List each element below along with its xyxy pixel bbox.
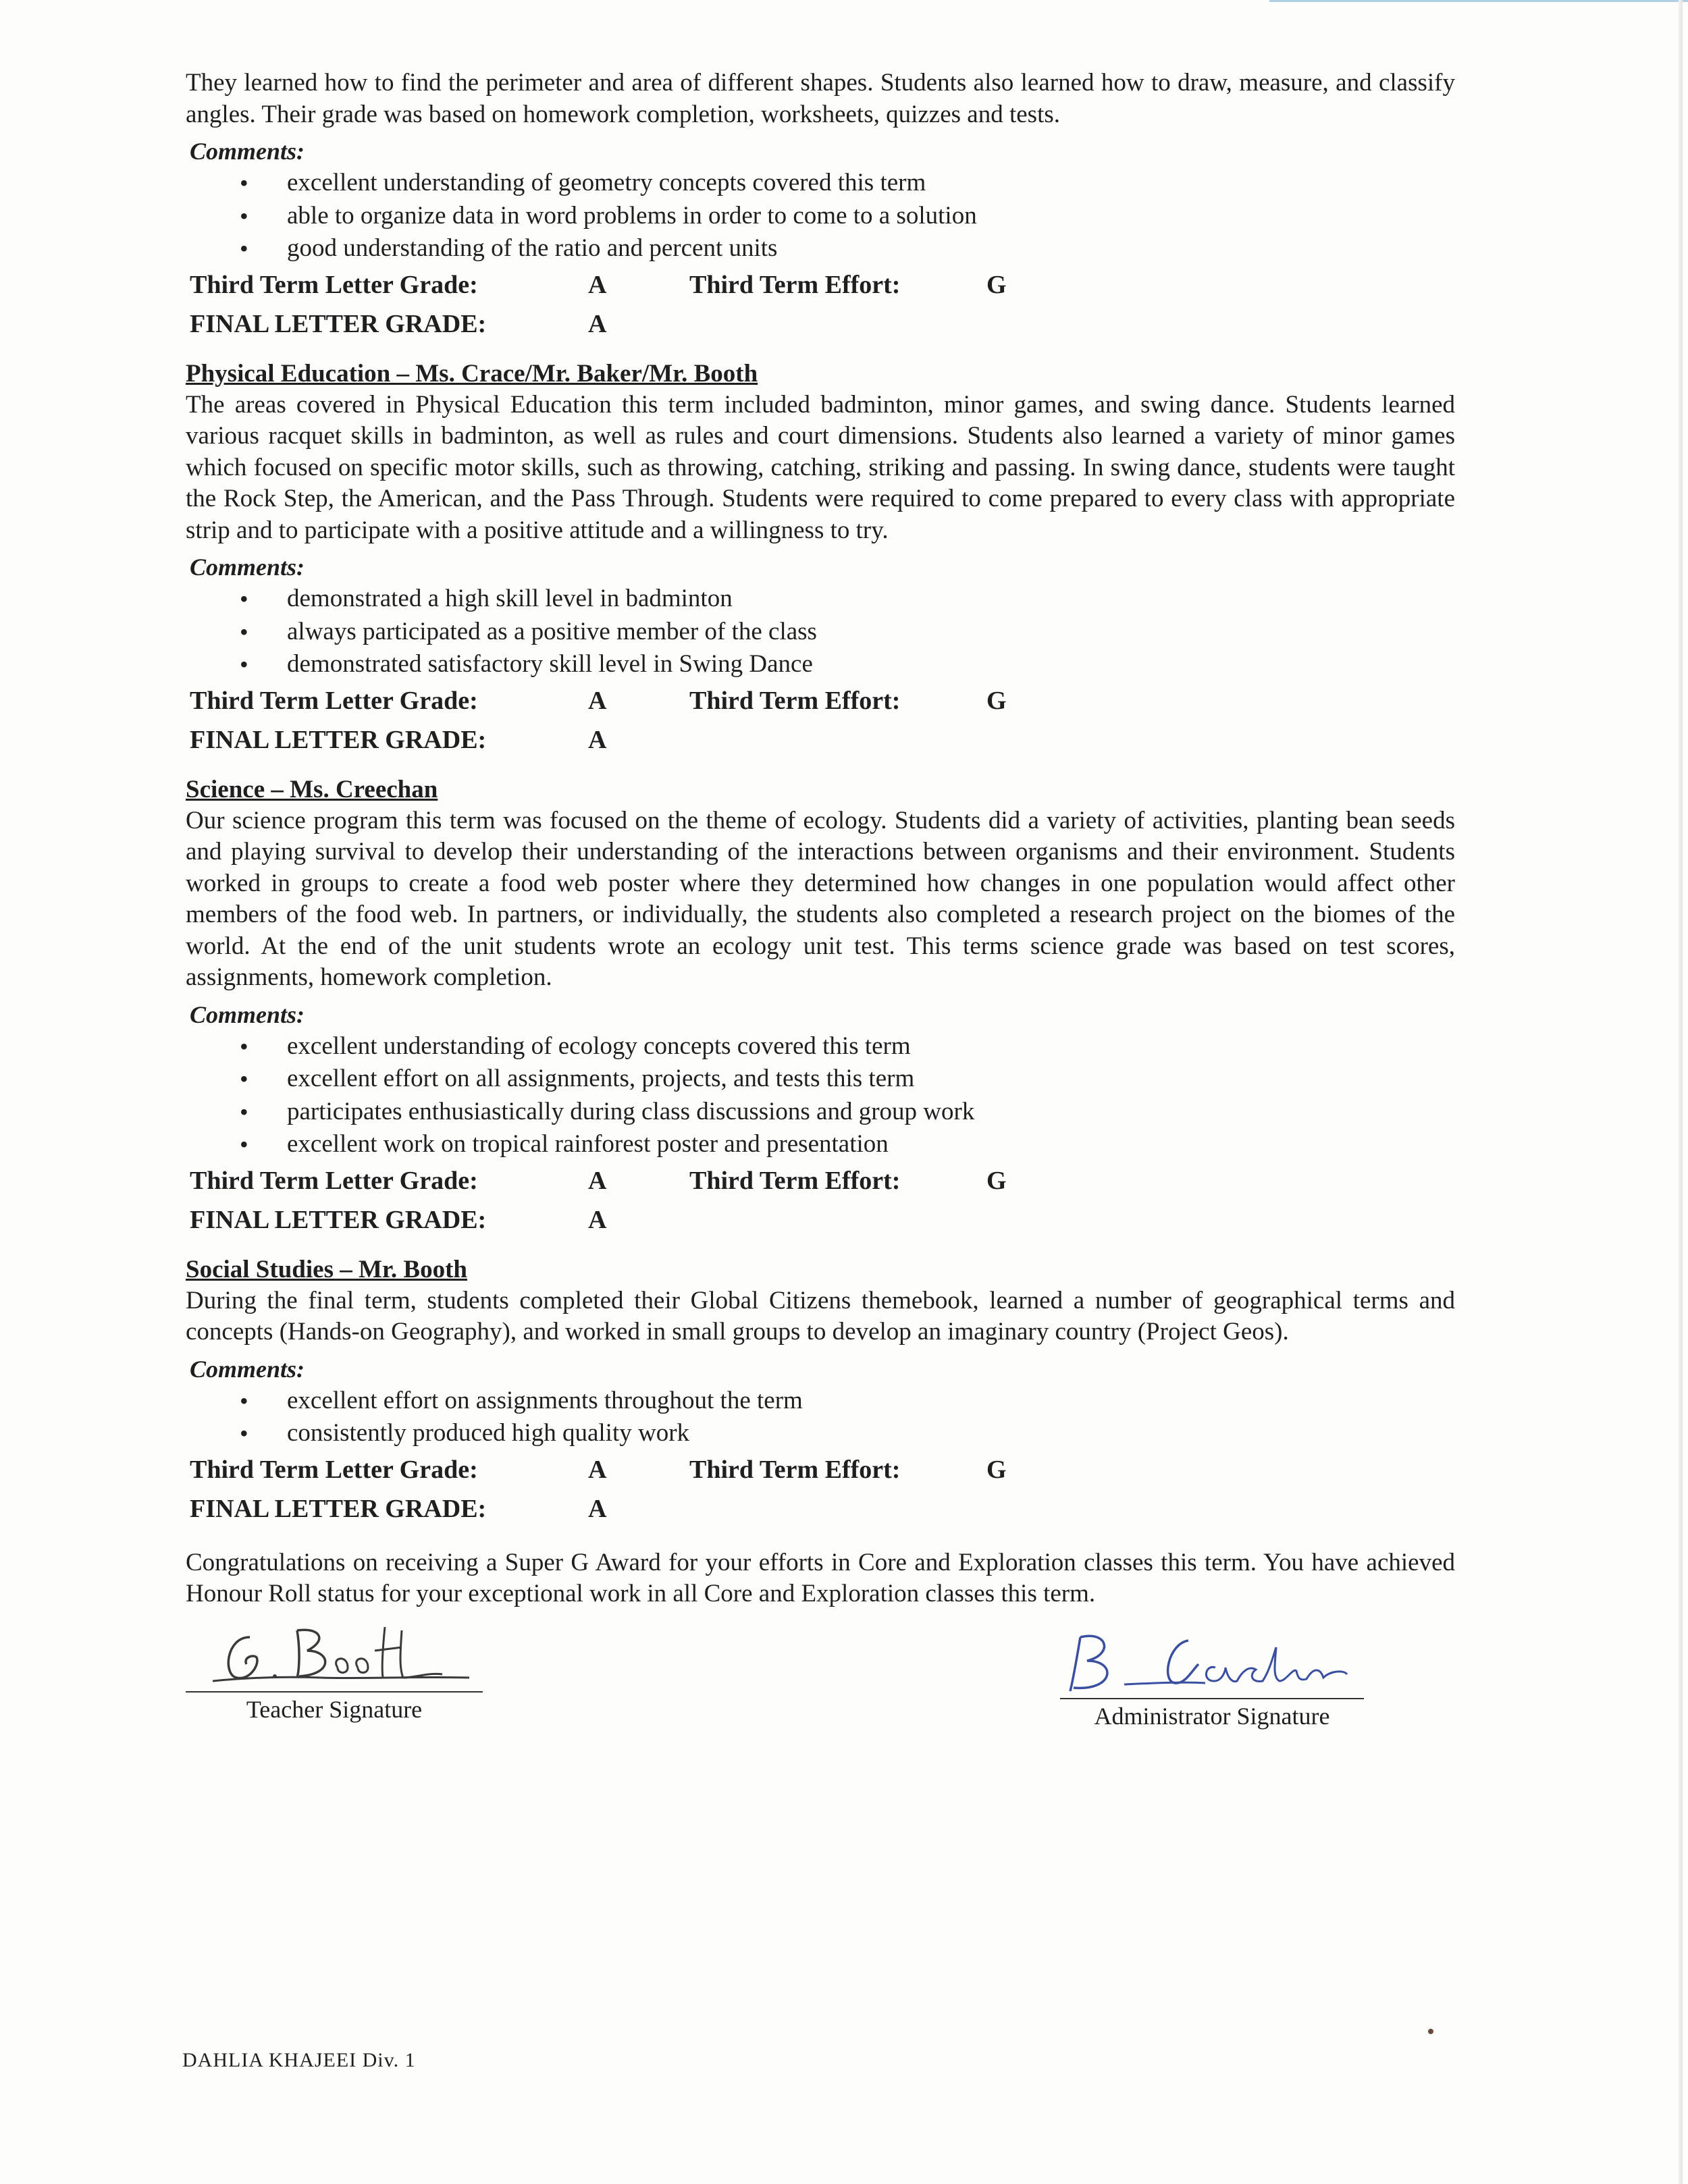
- section-title: Science – Ms. Creechan: [186, 775, 438, 803]
- list-item: • excellent understanding of geometry concepts covered this term: [186, 167, 1455, 200]
- section-description: Our science program this term was focused on the theme of ecology. Students did a variety of activities, planting bean seeds and playing survival to develop their understanding of the interactions between organisms and their environment. Students worked in groups to create a food web poster where they determined how changes in one population would affect other members of the food web. In partners, or individually, the students also completed a research project on the biomes of the world. At the end of the unit students wrote an ecology unit test. This terms science grade was based on test scores, assignments, homework completion.: [186, 806, 1455, 991]
- list-item: • good understanding of the ratio and percent units: [186, 232, 1455, 265]
- term-grade-value: A: [588, 686, 607, 715]
- administrator-signature-block: [1060, 1617, 1364, 1730]
- term-grade-label: Third Term Letter Grade:: [190, 270, 478, 299]
- effort-value: G: [986, 686, 1007, 715]
- math-description: They learned how to find the perimeter and area of different shapes. Students also learned how to draw, measure, and classify angles. Their grade was based on homework completion, worksheets, quizzes and tests.: [186, 69, 1455, 128]
- list-item: • excellent understanding of ecology concepts covered this term: [186, 1030, 1455, 1063]
- list-item: • demonstrated satisfactory skill level in Swing Dance: [186, 648, 1455, 681]
- final-grade-value: A: [588, 1494, 607, 1523]
- comments-label: Comments:: [190, 1001, 305, 1028]
- final-grade-row: [190, 1200, 1455, 1240]
- section-description: During the final term, students completed their Global Citizens themebook, learned a number of geographical terms and concepts (Hands-on Geography), and worked in small groups to develop an imaginary country (Project Geos).: [186, 1286, 1455, 1346]
- effort-value: G: [986, 1455, 1007, 1484]
- term-grade-row: [190, 681, 1455, 720]
- term-grade-row: [190, 1450, 1455, 1489]
- final-grade-label: FINAL LETTER GRADE:: [190, 1205, 487, 1234]
- final-grade-label: FINAL LETTER GRADE:: [190, 1494, 487, 1523]
- final-grade-row: [190, 1489, 1455, 1528]
- scan-artifact-top: [1269, 0, 1688, 11]
- list-item: • excellent effort on all assignments, projects, and tests this term: [186, 1063, 1455, 1096]
- section-title: Physical Education – Ms. Crace/Mr. Baker/Mr. Booth: [186, 359, 758, 388]
- comments-list: [186, 583, 1455, 681]
- administrator-signature-line: [1060, 1617, 1364, 1699]
- list-item: • excellent work on tropical rainforest poster and presentation: [186, 1128, 1455, 1161]
- list-item: • demonstrated a high skill level in badminton: [186, 583, 1455, 616]
- final-grade-value: A: [588, 725, 607, 754]
- administrator-signature: [1060, 1617, 1364, 1698]
- final-grade-label: FINAL LETTER GRADE:: [190, 309, 487, 338]
- term-grade-label: Third Term Letter Grade:: [190, 1455, 478, 1484]
- signature-area: [186, 1610, 1455, 1745]
- social-studies-section: [186, 1254, 1455, 1528]
- teacher-signature: [186, 1610, 483, 1691]
- effort-value: G: [986, 1166, 1007, 1195]
- comments-label: Comments:: [190, 1355, 305, 1383]
- teacher-signature-label: Teacher Signature: [246, 1695, 423, 1723]
- term-grade-label: Third Term Letter Grade:: [190, 1166, 478, 1195]
- science-section: [186, 774, 1455, 1240]
- pe-section: [186, 358, 1455, 760]
- term-grade-row: [190, 1161, 1455, 1200]
- comments-label: Comments:: [190, 554, 305, 581]
- scan-artifact-right: [1679, 0, 1683, 2184]
- list-item: • participates enthusiastically during class discussions and group work: [186, 1096, 1455, 1129]
- term-grade-value: A: [588, 270, 607, 299]
- teacher-signature-block: [186, 1610, 483, 1724]
- student-name-footer: DAHLIA KHAJEEI Div. 1: [182, 2049, 416, 2071]
- term-grade-value: A: [588, 1166, 607, 1195]
- final-grade-value: A: [588, 1205, 607, 1234]
- final-grade-label: FINAL LETTER GRADE:: [190, 725, 487, 754]
- term-grade-row: [190, 265, 1455, 304]
- list-item: • able to organize data in word problems in order to come to a solution: [186, 200, 1455, 233]
- section-description: The areas covered in Physical Education this term included badminton, minor games, and swing dance. Students learned various racquet skills in badminton, as well as rules and court dimensions. Students also learned a variety of minor games which focused on specific motor skills, such as throwing, catching, striking and passing. In swing dance, students were taught the Rock Step, the American, and the Pass Through. Students were required to come prepared to every class with appropriate strip and to participate with a positive attitude and a willingness to try.: [186, 390, 1455, 544]
- effort-label: Third Term Effort:: [689, 1166, 901, 1195]
- list-item: • always participated as a positive member of the class: [186, 616, 1455, 649]
- effort-label: Third Term Effort:: [689, 270, 901, 299]
- report-content: [186, 68, 1455, 1745]
- math-section: [186, 68, 1455, 344]
- term-grade-value: A: [588, 1455, 607, 1484]
- comments-list: [186, 167, 1455, 265]
- comments-list: [186, 1030, 1455, 1161]
- comments-list: [186, 1385, 1455, 1450]
- comments-label: Comments:: [190, 138, 305, 165]
- scan-speck: [1428, 2029, 1433, 2034]
- teacher-signature-line: [186, 1610, 483, 1693]
- effort-label: Third Term Effort:: [689, 1455, 901, 1484]
- final-grade-value: A: [588, 309, 607, 338]
- administrator-signature-label: Administrator Signature: [1094, 1702, 1330, 1730]
- closing-message: Congratulations on receiving a Super G Award for your efforts in Core and Exploration classes this term. You have achieved Honour Roll status for your exceptional work in all Core and Exploration classes this term.: [186, 1548, 1455, 1607]
- final-grade-row: [190, 720, 1455, 760]
- effort-value: G: [986, 270, 1007, 299]
- term-grade-label: Third Term Letter Grade:: [190, 686, 478, 715]
- list-item: • excellent effort on assignments throughout the term: [186, 1385, 1455, 1418]
- section-title: Social Studies – Mr. Booth: [186, 1255, 467, 1283]
- effort-label: Third Term Effort:: [689, 686, 901, 715]
- final-grade-row: [190, 304, 1455, 344]
- list-item: • consistently produced high quality work: [186, 1417, 1455, 1450]
